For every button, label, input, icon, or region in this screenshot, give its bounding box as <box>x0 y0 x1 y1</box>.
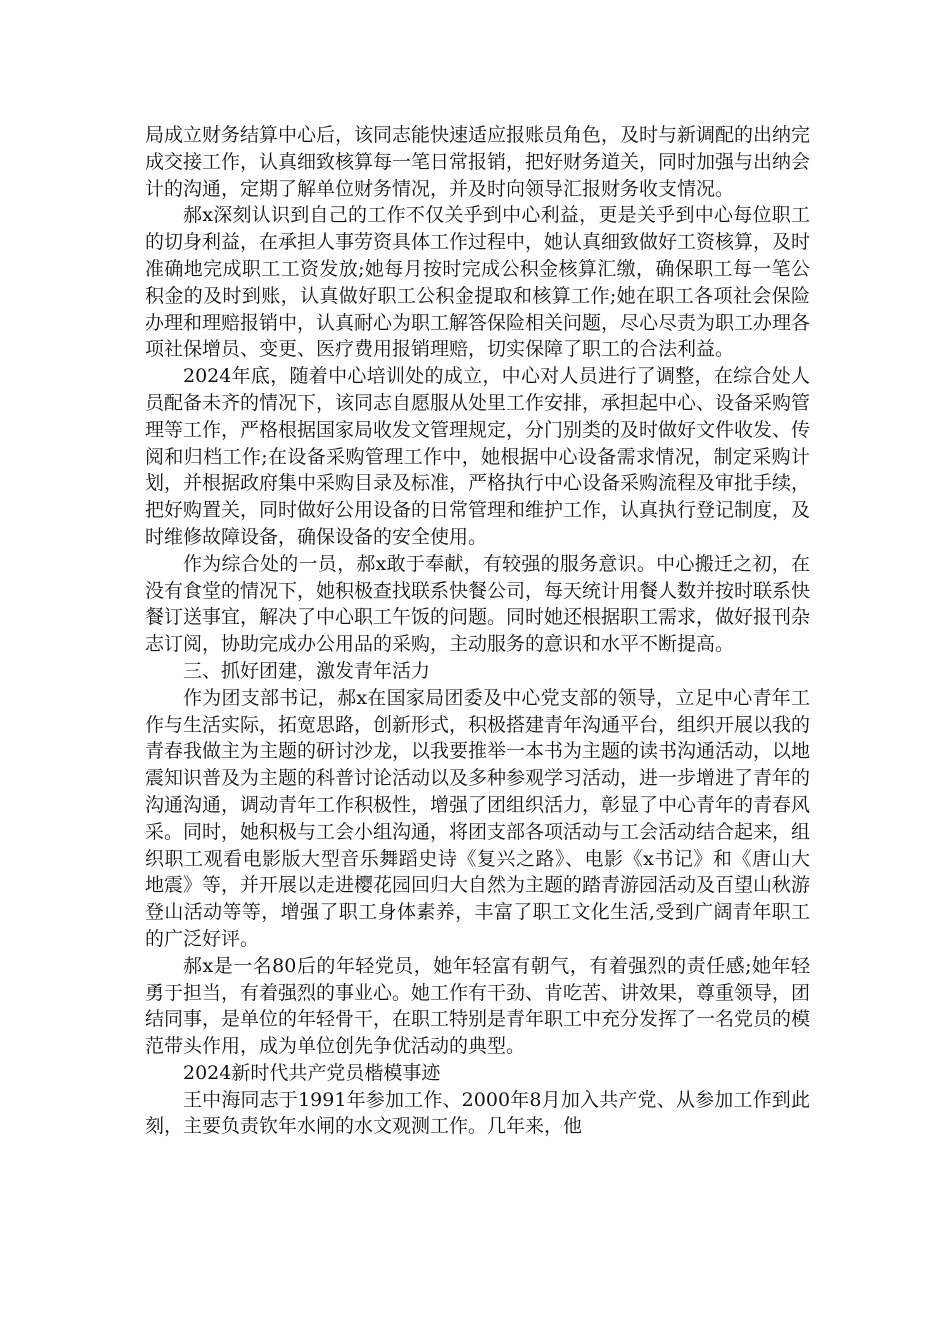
paragraph-4: 作为综合处的一员，郝x敢于奉献，有较强的服务意识。中心搬迁之初，在没有食堂的情况下，她积极查找联系快餐公司，每天统计用餐人数并按时联系快餐订送事宜，解决了中心职工午饭的问题。同时她还根据职工需求，做好报刊杂志订阅，协助完成办公用品的采购，主动服务的意识和水平不断提高。 <box>145 552 811 656</box>
paragraph-7: 王中海同志于1991年参加工作、2000年8月加入共产党、从参加工作到此刻，主要负责钦年水闸的水文观测工作。几年来，他 <box>145 1088 810 1138</box>
paragraph-2: 郝x深刻认识到自己的工作不仅关乎到中心利益，更是关乎到中心每位职工的切身利益，在承担人事劳资具体工作过程中，她认真细致做好工资核算，及时准确地完成职工工资发放;她每月按时完成公积金核算汇缴，确保职工每一笔公积金的及时到账，认真做好职工公积金提取和核算工作;她在职工各项社会保险办理和理赔报销中，认真耐心为职工解答保险相关问题，尽心尽责为职工办理各项社保增员、变更、医疗费用报销理赔，切实保障了职工的合法利益。 <box>145 204 811 361</box>
paragraph-5: 作为团支部书记，郝x在国家局团委及中心党支部的领导，立足中心青年工作与生活实际，拓宽思路，创新形式，积极搭建青年沟通平台，组织开展以我的青春我做主为主题的研讨沙龙，以我要推举一本书为主题的读书沟通活动，以地震知识普及为主题的科普讨论活动以及多种参观学习活动，进一步增进了青年的沟通沟通，调动青年工作积极性，增强了团组织活力，彰显了中心青年的青春风采。同时，她积极与工会小组沟通，将团支部各项活动与工会活动结合起来，组织职工观看电影版大型音乐舞蹈史诗《复兴之路》、电影《x书记》和《唐山大地震》等，并开展以走进樱花园回归大自然为主题的踏青游园活动及百望山秋游登山活动等等，增强了职工身体素养，丰富了职工文化生活,受到广阔青年职工的广泛好评。 <box>145 686 811 950</box>
article-title: 2024新时代共产党员楷模事迹 <box>183 1061 441 1084</box>
section-heading: 三、抓好团建，激发青年活力 <box>183 659 431 682</box>
paragraph-6: 郝x是一名80后的年轻党员，她年轻富有朝气，有着强烈的责任感;她年轻勇于担当，有着强烈的事业心。她工作有干劲、肯吃苦、讲效果，尊重领导，团结同事，是单位的年轻骨干，在职工特别是青年职工中充分发挥了一名党员的模范带头作用，成为单位创先争优活动的典型。 <box>145 954 811 1058</box>
paragraph-1: 局成立财务结算中心后，该同志能快速适应报账员角色，及时与新调配的出纳完成交接工作，认真细致核算每一笔日常报销，把好财务道关，同时加强与出纳会计的沟通，定期了解单位财务情况，并及时向领导汇报财务收支情况。 <box>145 124 811 200</box>
document-body <box>145 122 810 1140</box>
paragraph-3: 2024年底，随着中心培训处的成立，中心对人员进行了调整，在综合处人员配备未齐的情况下，该同志自愿服从处里工作安排，承担起中心、设备采购管理等工作，严格根据国家局收发文管理规定，分门别类的及时做好文件收发、传阅和归档工作;在设备采购管理工作中，她根据中心设备需求情况，制定采购计划，并根据政府集中采购目录及标准，严格执行中心设备采购流程及审批手续，把好购置关，同时做好公用设备的日常管理和维护工作，认真执行登记制度，及时维修故障设备，确保设备的安全使用。 <box>145 365 811 548</box>
